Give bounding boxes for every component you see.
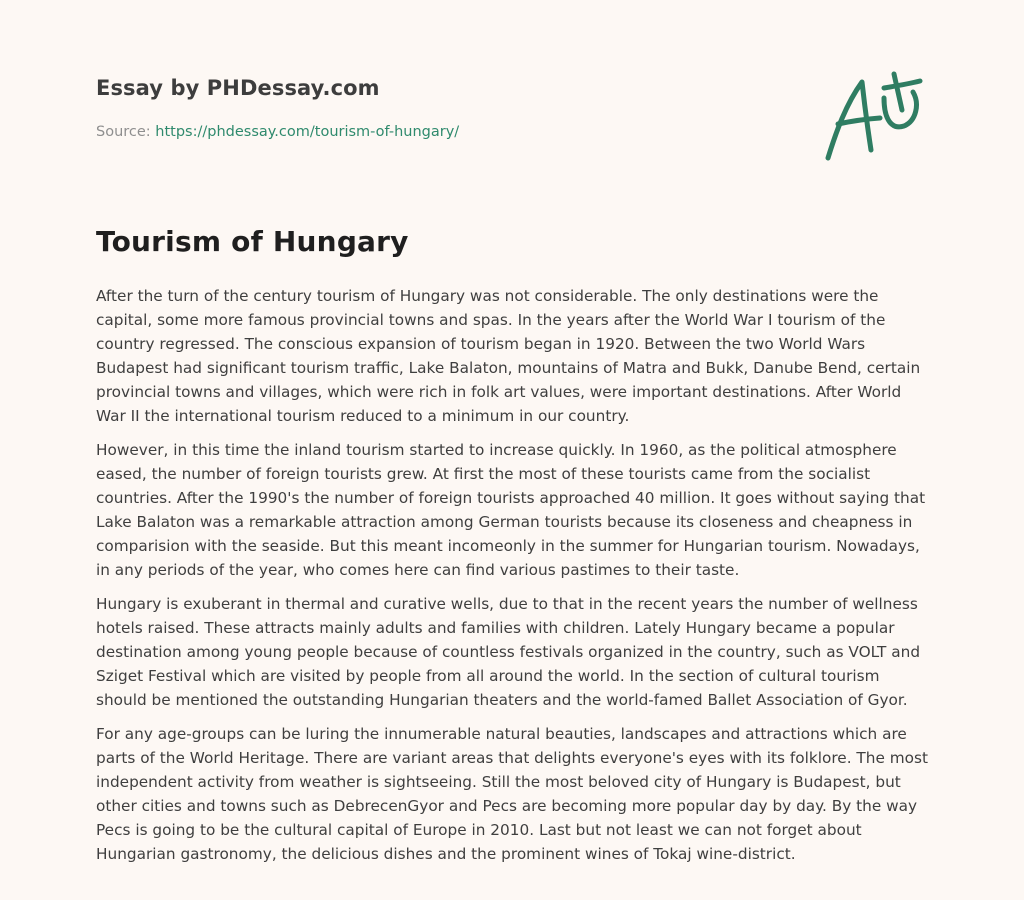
essay-paragraph: After the turn of the century tourism of Hungary was not considerable. The only destinations were the capital, some more famous provincial towns and spas. In the years after the World War I tourism of the country regressed. The conscious expansion of tourism began in 1920. Between the two World Wars Budapest had significant tourism traffic, Lake Balaton, mountains of Matra and Bukk, Danube Bend, certain provincial towns and villages, which were rich in folk art values, were important destinations. After World War II the international tourism reduced to a minimum in our country. [96,287,921,425]
source-label: Source: [96,124,151,140]
page-header [96,76,796,140]
source-link[interactable]: https://phdessay.com/tourism-of-hungary/ [155,124,460,140]
essay-paragraph: For any age-groups can be luring the innumerable natural beauties, landscapes and attractions which are parts of the World Heritage. There are variant areas that delights everyone's eyes with its folklore. The most independent activity from weather is sightseeing. Still the most beloved city of Hungary is Budapest, but other cities and towns such as DebrecenGyor and Pecs are becoming more popular day by day. By the way Pecs is going to be the cultural capital of Europe in 2010. Last but not least we can not forget about Hungarian gastronomy, the delicious dishes and the prominent wines of Tokaj wine-district. [96,725,928,863]
essay-title: Tourism of Hungary [96,225,409,258]
brand-title: Essay by PHDessay.com [96,76,380,100]
essay-paragraph: Hungary is exuberant in thermal and curative wells, due to that in the recent years the number of wellness hotels raised. These attracts mainly adults and families with children. Lately Hungary became a popular destination among young people because of countless festivals organized in the country, such as VOLT and Sziget Festival which are visited by people from all around the world. In the section of cultural tourism should be mentioned the outstanding Hungarian theaters and the world-famed Ballet Association of Gyor. [96,595,921,709]
essay-paragraph: However, in this time the inland tourism started to increase quickly. In 1960, as the political atmosphere eased, the number of foreign tourists grew. At first the most of these tourists came from the socialist countries. After the 1990's the number of foreign tourists approached 40 million. It goes without saying that Lake Balaton was a remarkable attraction among German tourists because its closeness and cheapness in comparision with the seaside. But this meant incomeonly in the summer for Hungarian tourism. Nowadays, in any periods of the year, who comes here can find various pastimes to their taste. [96,441,926,579]
a-plus-grade-icon [818,64,930,168]
essay-body [96,284,928,876]
source-line [96,124,459,140]
